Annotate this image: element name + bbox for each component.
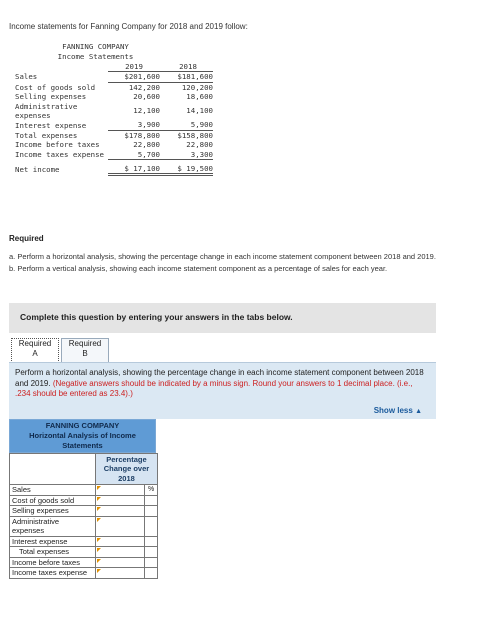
row-2019: 5,700 (108, 150, 163, 160)
statement-table (13, 62, 213, 176)
table-row (10, 547, 158, 558)
table-row (10, 536, 158, 547)
row-label: Selling expenses (10, 506, 96, 517)
instruction-note: (Negative answers should be indicated by a minus sign. Round your answers to 1 decimal place. (i.e., .234 should be entered as 23.4).) (15, 378, 413, 398)
row-label: Cost of goods sold (15, 82, 96, 92)
row-2018: 120,200 (181, 82, 213, 92)
row-label: Administrative expenses (10, 516, 96, 536)
row-label: Income before taxes (15, 140, 100, 150)
row-label: Interest expense (15, 120, 87, 130)
instruction-main: Perform a horizontal analysis, showing the percentage change in each income statement component between 2018 and 2019. (15, 368, 424, 388)
table-row (10, 506, 158, 517)
required-list (9, 252, 489, 276)
percent-input-cogs[interactable] (95, 495, 144, 506)
statement-title: Income Statements (57, 52, 134, 61)
instruction-panel (9, 362, 436, 419)
answer-company: FANNING COMPANY (45, 421, 120, 430)
row-2019: 20,600 (133, 92, 160, 102)
row-label: Net income (15, 164, 60, 174)
row-2018: $158,800 (177, 130, 213, 140)
required-title: Required (9, 234, 44, 243)
show-less-label: Show less (373, 406, 413, 415)
flag-icon (97, 507, 101, 511)
row-2019: $ 17,100 (108, 160, 163, 175)
income-statement (13, 42, 213, 176)
table-row (10, 516, 158, 536)
row-2018: $181,600 (163, 72, 213, 82)
row-2018: 5,900 (163, 120, 213, 130)
row-2019: $201,600 (108, 72, 163, 82)
row-label: Total expenses (15, 130, 78, 140)
year-2019-header: 2019 (108, 62, 163, 72)
intro-text: Income statements for Fanning Company for 2018 and 2019 follow: (9, 22, 248, 31)
required-item-a: a. Perform a horizontal analysis, showing the percentage change in each income statement component between 2018 and 2019. (9, 252, 436, 261)
row-label: Selling expenses (15, 92, 87, 102)
percent-input-income-taxes[interactable] (95, 568, 144, 579)
row-label: Income before taxes (10, 557, 96, 568)
answer-table-title (9, 419, 156, 453)
answer-grid (9, 453, 158, 579)
row-2018: 18,600 (186, 92, 213, 102)
row-2019: 12,100 (133, 106, 160, 116)
row-label: Sales (15, 72, 38, 82)
tab-label: Required (68, 339, 102, 348)
tab-label: A (32, 349, 38, 358)
flag-icon (97, 497, 101, 501)
triangle-up-icon: ▲ (415, 408, 422, 415)
answer-table (9, 419, 156, 579)
row-label: Cost of goods sold (10, 495, 96, 506)
row-label: Interest expense (10, 536, 96, 547)
tab-label: Required (18, 339, 52, 348)
statement-company: FANNING COMPANY (62, 42, 129, 51)
table-row (10, 495, 158, 506)
percent-input-total-expenses[interactable] (95, 547, 144, 558)
row-label: Administrative expenses (15, 101, 78, 121)
flag-icon (97, 559, 101, 563)
row-2019: 3,900 (108, 120, 163, 130)
percent-input-income-before-taxes[interactable] (95, 557, 144, 568)
show-less-link[interactable] (374, 406, 422, 415)
row-2019: $178,800 (124, 130, 160, 140)
table-row (10, 485, 158, 496)
row-2018: 22,800 (186, 140, 213, 150)
row-label: Sales (10, 485, 96, 496)
row-2018: $ 19,500 (163, 160, 213, 175)
percent-input-selling[interactable] (95, 506, 144, 517)
column-header: Percentage Change over 2018 (95, 454, 157, 485)
percent-input-interest[interactable] (95, 536, 144, 547)
required-item-b: b. Perform a vertical analysis, showing each income statement component as a percentage of sales for each year. (9, 264, 388, 273)
tab-label: B (82, 349, 88, 358)
percent-input-admin[interactable] (95, 516, 144, 536)
flag-icon (97, 486, 101, 490)
table-row (10, 557, 158, 568)
row-label: Total expenses (10, 547, 96, 558)
flag-icon (97, 518, 101, 522)
instruction-text (15, 368, 427, 400)
tab-required-a[interactable] (11, 338, 59, 363)
complete-banner (9, 303, 436, 333)
percent-input-sales[interactable] (95, 485, 144, 496)
percent-sign: % (145, 485, 158, 496)
flag-icon (97, 569, 101, 573)
flag-icon (97, 548, 101, 552)
row-2019: 142,200 (128, 82, 160, 92)
complete-banner-text: Complete this question by entering your answers in the tabs below. (20, 312, 293, 322)
row-label: Income taxes expense (15, 149, 104, 159)
table-row (10, 568, 158, 579)
year-2018-header: 2018 (163, 62, 213, 72)
answer-title: Horizontal Analysis of Income Statements (29, 431, 136, 450)
flag-icon (97, 538, 101, 542)
row-label: Income taxes expense (10, 568, 96, 579)
tab-required-b[interactable] (61, 338, 109, 363)
row-2018: 14,100 (186, 106, 213, 116)
row-2018: 3,300 (163, 150, 213, 160)
row-2019: 22,800 (133, 140, 160, 150)
